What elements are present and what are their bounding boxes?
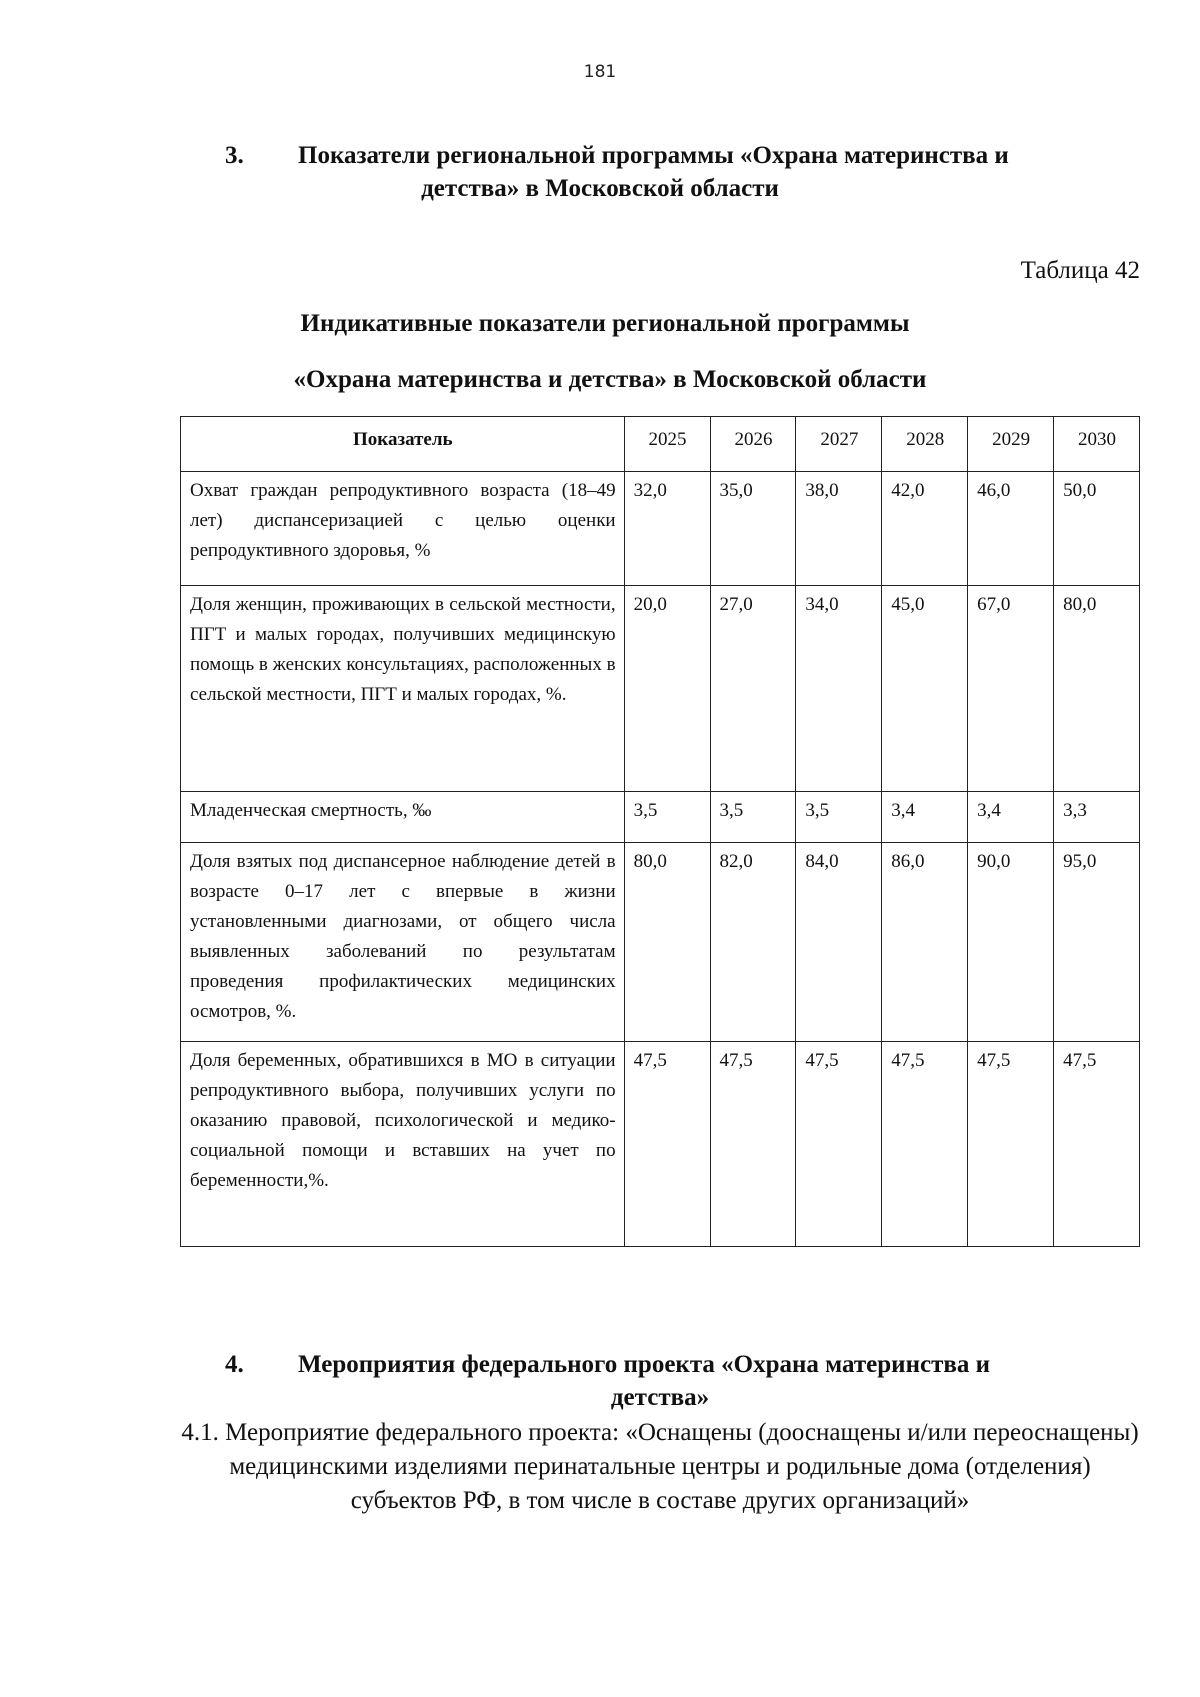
indicator-value: 82,0 bbox=[710, 843, 796, 1042]
indicator-value: 47,5 bbox=[624, 1042, 710, 1247]
section-3-title-line-1: Показатели региональной программы «Охрана материнства и bbox=[298, 142, 1009, 169]
indicator-name: Доля женщин, проживающих в сельской местности, ПГТ и малых городах, получивших медицинскую помощь в женских консультациях, расположенных в сельской местности, ПГТ и малых городах, %. bbox=[181, 586, 625, 792]
indicator-value: 80,0 bbox=[624, 843, 710, 1042]
indicator-value: 32,0 bbox=[624, 472, 710, 586]
indicator-name: Доля беременных, обратившихся в МО в ситуации репродуктивного выбора, получивших услуги по оказанию правовой, психологической и медико-социальной помощи и вставших на учет по беременности,%. bbox=[181, 1042, 625, 1247]
section-4-title-line-1: Мероприятия федерального проекта «Охрана материнства и bbox=[298, 1351, 991, 1378]
indicator-value: 27,0 bbox=[710, 586, 796, 792]
header-year: 2028 bbox=[882, 417, 968, 472]
indicator-value: 45,0 bbox=[882, 586, 968, 792]
indicator-value: 35,0 bbox=[710, 472, 796, 586]
table-row bbox=[181, 472, 1140, 586]
header-year: 2029 bbox=[968, 417, 1054, 472]
indicator-value: 47,5 bbox=[968, 1042, 1054, 1247]
header-year: 2030 bbox=[1054, 417, 1140, 472]
indicator-value: 3,5 bbox=[624, 792, 710, 843]
indicator-value: 20,0 bbox=[624, 586, 710, 792]
table-row bbox=[181, 792, 1140, 843]
indicator-value: 86,0 bbox=[882, 843, 968, 1042]
indicator-value: 3,4 bbox=[968, 792, 1054, 843]
section-3-number: 3. bbox=[225, 142, 244, 169]
paragraph-4-1: 4.1. Мероприятие федерального проекта: «Оснащены (дооснащены и/или переоснащены) медицинскими изделиями перинатальные центры и родильные дома (отделения) субъектов РФ, в том числе в составе других организаций» bbox=[181, 1419, 1139, 1514]
indicator-value: 47,5 bbox=[882, 1042, 968, 1247]
page-number: 181 bbox=[583, 62, 617, 82]
header-indicator: Показатель bbox=[181, 417, 625, 472]
indicator-name: Младенческая смертность, ‰ bbox=[181, 792, 625, 843]
indicator-value: 38,0 bbox=[796, 472, 882, 586]
indicator-value: 90,0 bbox=[968, 843, 1054, 1042]
table-header-row bbox=[181, 417, 1140, 472]
table-title-line-2: «Охрана материнства и детства» в Московской области bbox=[293, 366, 927, 393]
indicator-value: 3,4 bbox=[882, 792, 968, 843]
indicator-value: 84,0 bbox=[796, 843, 882, 1042]
header-year: 2026 bbox=[710, 417, 796, 472]
indicator-value: 47,5 bbox=[796, 1042, 882, 1247]
indicator-value: 34,0 bbox=[796, 586, 882, 792]
indicator-name: Охват граждан репродуктивного возраста (18–49 лет) диспансеризацией с целью оценки репродуктивного здоровья, % bbox=[181, 472, 625, 586]
indicator-value: 42,0 bbox=[882, 472, 968, 586]
indicator-value: 67,0 bbox=[968, 586, 1054, 792]
table-label: Таблица 42 bbox=[1020, 257, 1140, 284]
header-year: 2027 bbox=[796, 417, 882, 472]
indicator-value: 3,5 bbox=[796, 792, 882, 843]
indicator-name: Доля взятых под диспансерное наблюдение детей в возрасте 0–17 лет с впервые в жизни установленными диагнозами, от общего числа выявленных заболеваний по результатам проведения профилактических медицинских осмотров, %. bbox=[181, 843, 625, 1042]
indicators-table bbox=[180, 416, 1140, 1247]
indicator-value: 3,3 bbox=[1054, 792, 1140, 843]
table-title-line-1: Индикативные показатели региональной программы bbox=[300, 310, 910, 337]
table-row bbox=[181, 843, 1140, 1042]
indicator-value: 3,5 bbox=[710, 792, 796, 843]
indicator-value: 50,0 bbox=[1054, 472, 1140, 586]
section-4-title-line-2: детства» bbox=[610, 1384, 710, 1411]
indicator-value: 95,0 bbox=[1054, 843, 1140, 1042]
indicator-value: 47,5 bbox=[1054, 1042, 1140, 1247]
indicator-value: 80,0 bbox=[1054, 586, 1140, 792]
table-row bbox=[181, 1042, 1140, 1247]
indicator-value: 47,5 bbox=[710, 1042, 796, 1247]
header-year: 2025 bbox=[624, 417, 710, 472]
section-4-number: 4. bbox=[225, 1351, 244, 1378]
section-3-title-line-2: детства» в Московской области bbox=[421, 175, 779, 202]
table-row bbox=[181, 586, 1140, 792]
indicator-value: 46,0 bbox=[968, 472, 1054, 586]
